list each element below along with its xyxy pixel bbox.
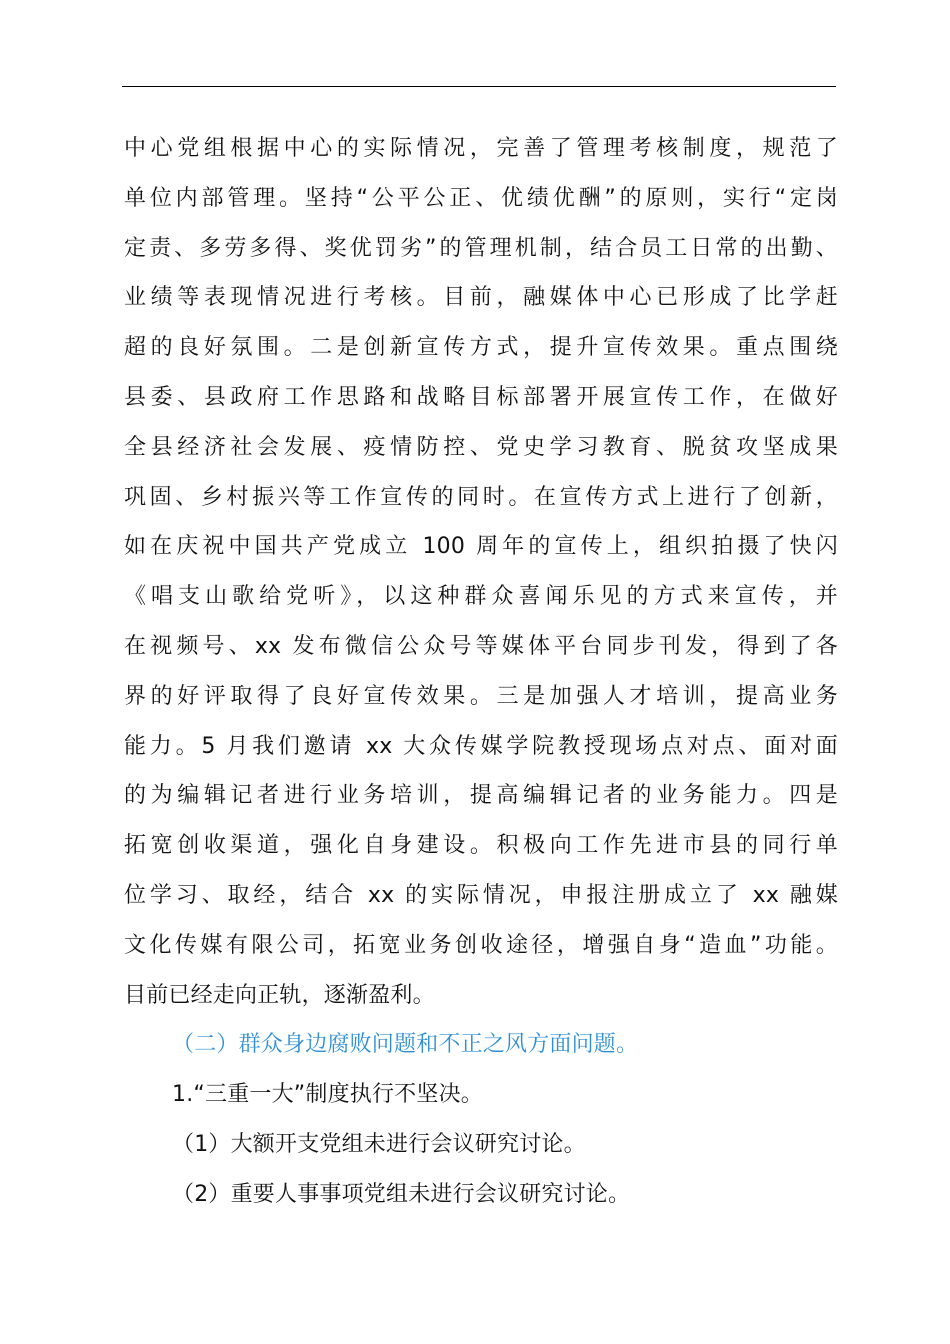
paragraph-line: 如在庆祝中国共产党成立 100 周年的宣传上，组织拍摄了快闪: [124, 534, 838, 560]
paragraph-line: 业绩等表现情况进行考核。目前，融媒体中心已形成了比学赶: [124, 285, 838, 311]
paragraph-line: 位学习、取经，结合 xx 的实际情况，申报注册成立了 xx 融媒: [124, 882, 838, 908]
section-heading: （二）群众身边腐败问题和不正之风方面问题。: [172, 1032, 639, 1058]
paragraph-line: 文化传媒有限公司，拓宽业务创收途径，增强自身“造血”功能。: [124, 932, 838, 958]
paragraph-line: 能力。5 月我们邀请 xx 大众传媒学院教授现场点对点、面对面: [124, 733, 838, 759]
paragraph-line: 全县经济社会发展、疫情防控、党史学习教育、脱贫攻坚成果: [124, 434, 838, 460]
paragraph-line: 界的好评取得了良好宣传效果。三是加强人才培训，提高业务: [124, 683, 838, 709]
paragraph-line: 定责、多劳多得、奖优罚劣”的管理机制，结合员工日常的出勤、: [124, 235, 838, 261]
list-item-1: 1.“三重一大”制度执行不坚决。: [172, 1082, 483, 1108]
paragraph-line: 超的良好氛围。二是创新宣传方式，提升宣传效果。重点围绕: [124, 335, 838, 361]
header-rule: [122, 86, 836, 87]
sub-item-2: （2）重要人事事项党组未进行会议研究讨论。: [172, 1181, 631, 1207]
paragraph-line: 拓宽创收渠道，强化自身建设。积极向工作先进市县的同行单: [124, 833, 838, 859]
paragraph-line: 在视频号、xx 发布微信公众号等媒体平台同步刊发，得到了各: [124, 633, 838, 659]
paragraph-line: 县委、县政府工作思路和战略目标部署开展宣传工作，在做好: [124, 384, 838, 410]
paragraph-line: 中心党组根据中心的实际情况，完善了管理考核制度，规范了: [124, 136, 838, 161]
sub-item-1: （1）大额开支党组未进行会议研究讨论。: [172, 1131, 586, 1157]
paragraph-line: 的为编辑记者进行业务培训，提高编辑记者的业务能力。四是: [124, 783, 838, 809]
paragraph-line: 单位内部管理。坚持“公平公正、优绩优酬”的原则，实行“定岗: [124, 185, 838, 211]
document-body: [124, 124, 838, 1220]
paragraph-line: 《唱支山歌给党听》，以这种群众喜闻乐见的方式来宣传，并: [124, 584, 838, 610]
paragraph-line: 巩固、乡村振兴等工作宣传的同时。在宣传方式上进行了创新，: [124, 484, 838, 510]
paragraph-line-last: 目前已经走向正轨，逐渐盈利。: [124, 982, 435, 1008]
